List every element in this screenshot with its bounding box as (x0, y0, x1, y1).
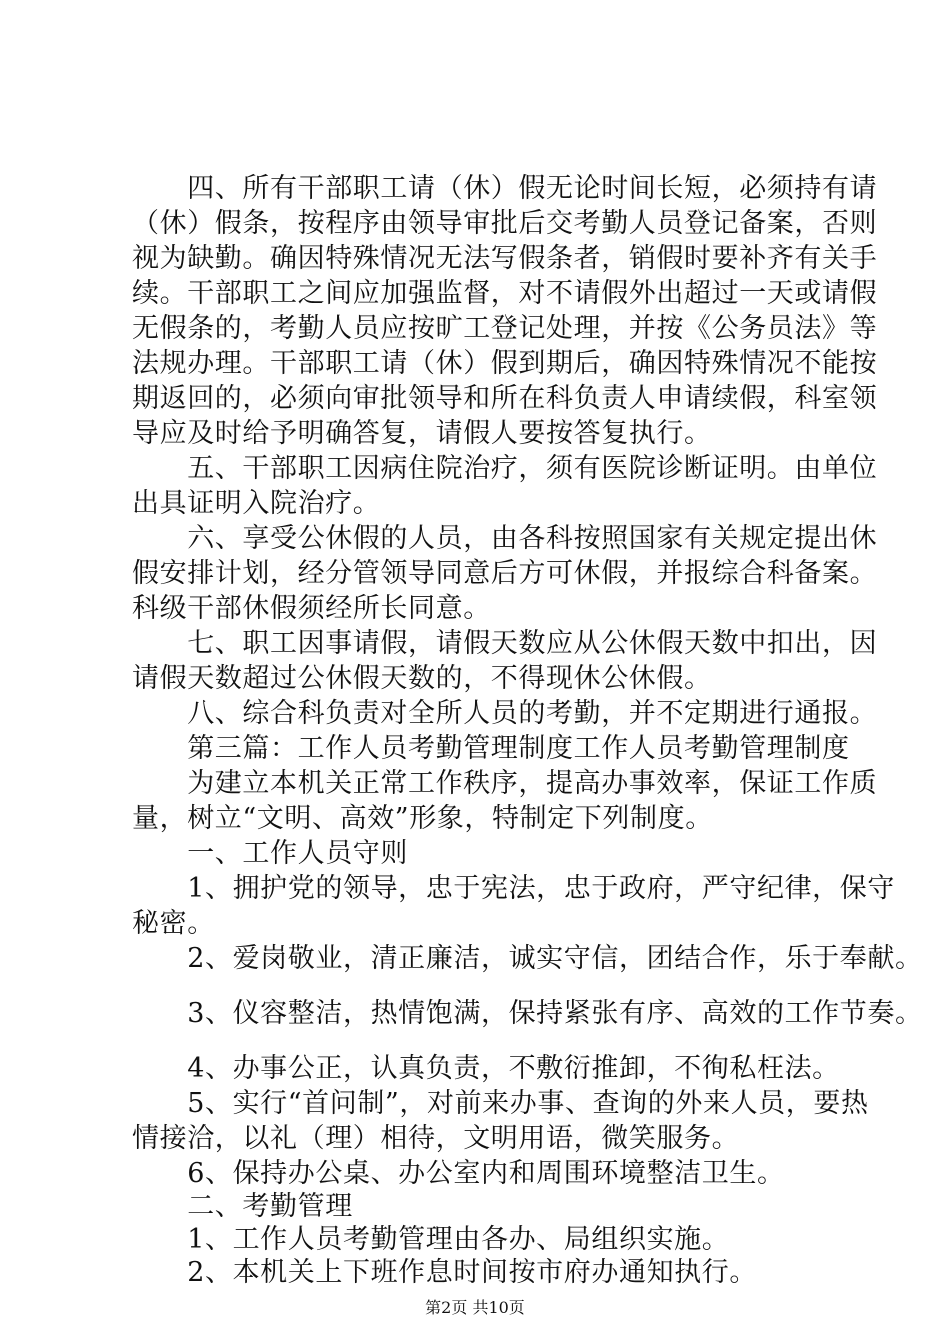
text-line: 1、拥护党的领导，忠于宪法，忠于政府，严守纪律，保守 (132, 873, 895, 904)
page-footer: 第2页 共10页 (425, 1298, 525, 1317)
text-line: 4、办事公正，认真负责，不敷衍推卸，不徇私枉法。 (132, 1053, 840, 1084)
text-line: 量，树立“文明、高效”形象，特制定下列制度。 (132, 803, 713, 834)
text-line: 法规办理。干部职工请（休）假到期后，确因特殊情况不能按 (132, 348, 878, 379)
text-line: 无假条的，考勤人员应按旷工登记处理，并按《公务员法》等 (132, 313, 878, 344)
text-line: 假安排计划，经分管领导同意后方可休假，并报综合科备案。 (132, 558, 878, 589)
text-line: 五、干部职工因病住院治疗，须有医院诊断证明。由单位 (132, 453, 878, 484)
subsection-heading: 一、工作人员守则 (132, 838, 408, 869)
text-line: 请假天数超过公休假天数的，不得现休公休假。 (132, 663, 712, 694)
text-line: 科级干部休假须经所长同意。 (132, 593, 491, 624)
text-line: 秘密。 (132, 908, 215, 939)
text-line: （休）假条，按程序由领导审批后交考勤人员登记备案，否则 (132, 208, 878, 239)
text-line: 期返回的，必须向审批领导和所在科负责人申请续假，科室领 (132, 383, 878, 414)
text-line: 六、享受公休假的人员，由各科按照国家有关规定提出休 (132, 523, 878, 554)
text-line: 七、职工因事请假，请假天数应从公休假天数中扣出，因 (132, 628, 878, 659)
text-line: 情接洽，以礼（理）相待，文明用语，微笑服务。 (132, 1123, 740, 1154)
text-line: 导应及时给予明确答复，请假人要按答复执行。 (132, 418, 712, 449)
text-line: 为建立本机关正常工作秩序，提高办事效率，保证工作质 (132, 768, 878, 799)
text-line: 6、保持办公桌、办公室内和周围环境整洁卫生。 (132, 1158, 785, 1189)
text-line: 2、本机关上下班作息时间按市府办通知执行。 (132, 1257, 757, 1288)
section-heading: 第三篇：工作人员考勤管理制度工作人员考勤管理制度 (132, 733, 850, 764)
text-line: 3、仪容整洁，热情饱满，保持紧张有序、高效的工作节奏。 (132, 998, 923, 1029)
text-line: 四、所有干部职工请（休）假无论时间长短，必须持有请 (132, 173, 878, 204)
text-line: 出具证明入院治疗。 (132, 488, 381, 519)
text-line: 5、实行“首问制”，对前来办事、查询的外来人员，要热 (132, 1088, 869, 1119)
text-line: 1、工作人员考勤管理由各办、局组织实施。 (132, 1224, 730, 1255)
text-line: 续。干部职工之间应加强监督，对不请假外出超过一天或请假 (132, 278, 878, 309)
text-line: 八、综合科负责对全所人员的考勤，并不定期进行通报。 (132, 698, 878, 729)
text-line: 视为缺勤。确因特殊情况无法写假条者，销假时要补齐有关手 (132, 243, 878, 274)
text-line: 2、爱岗敬业，清正廉洁，诚实守信，团结合作，乐于奉献。 (132, 943, 923, 974)
subsection-heading: 二、考勤管理 (132, 1191, 353, 1222)
